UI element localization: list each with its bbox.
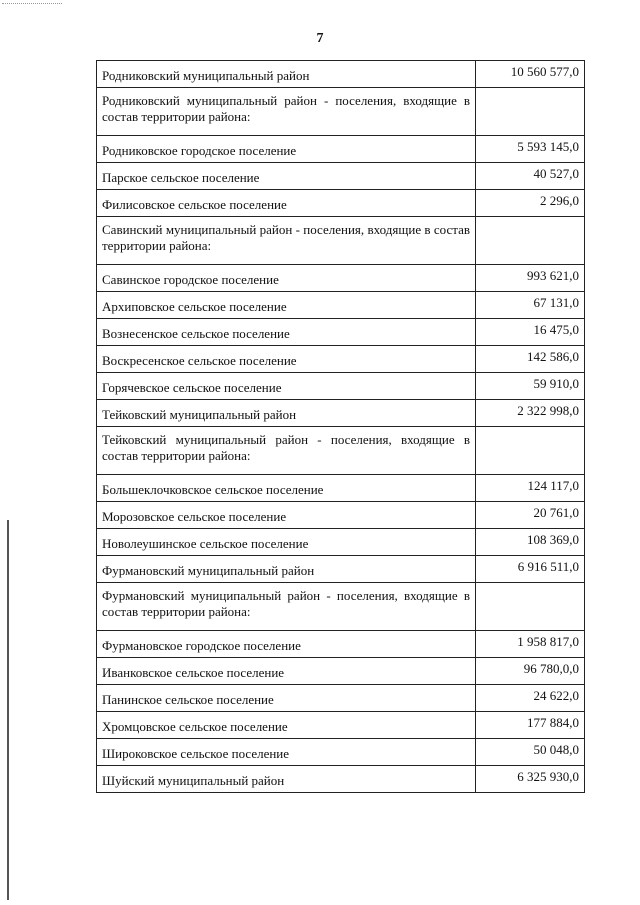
table-row xyxy=(97,502,585,529)
table-row xyxy=(97,163,585,190)
table-row xyxy=(97,292,585,319)
row-value: 67 131,0 xyxy=(476,292,585,319)
row-name: Фурмановское городское поселение xyxy=(97,631,476,658)
table-row xyxy=(97,190,585,217)
table-row xyxy=(97,88,585,136)
row-name: Фурмановский муниципальный район xyxy=(97,556,476,583)
table-row xyxy=(97,61,585,88)
row-name: Иванковское сельское поселение xyxy=(97,658,476,685)
row-value: 177 884,0 xyxy=(476,712,585,739)
table-row xyxy=(97,712,585,739)
row-value: 2 322 998,0 xyxy=(476,400,585,427)
table-row xyxy=(97,136,585,163)
row-value xyxy=(476,583,585,631)
table-row xyxy=(97,631,585,658)
row-name: Родниковское городское поселение xyxy=(97,136,476,163)
row-name: Горячевское сельское поселение xyxy=(97,373,476,400)
row-value: 124 117,0 xyxy=(476,475,585,502)
row-name: Родниковский муниципальный район - поселения, входящие в состав территории района: xyxy=(97,88,476,136)
row-name: Тейковский муниципальный район - поселения, входящие в состав территории района: xyxy=(97,427,476,475)
row-value: 40 527,0 xyxy=(476,163,585,190)
row-name: Савинский муниципальный район - поселения, входящие в состав территории района: xyxy=(97,217,476,265)
row-value: 6 325 930,0 xyxy=(476,766,585,793)
table-row xyxy=(97,400,585,427)
row-value: 6 916 511,0 xyxy=(476,556,585,583)
row-name: Большеклочковское сельское поселение xyxy=(97,475,476,502)
table-row xyxy=(97,658,585,685)
row-value: 1 958 817,0 xyxy=(476,631,585,658)
row-value: 108 369,0 xyxy=(476,529,585,556)
row-name: Тейковский муниципальный район xyxy=(97,400,476,427)
row-value: 993 621,0 xyxy=(476,265,585,292)
table-row xyxy=(97,529,585,556)
row-value: 142 586,0 xyxy=(476,346,585,373)
row-name: Архиповское сельское поселение xyxy=(97,292,476,319)
row-name: Панинское сельское поселение xyxy=(97,685,476,712)
row-value: 50 048,0 xyxy=(476,739,585,766)
row-name: Родниковский муниципальный район xyxy=(97,61,476,88)
row-name: Широковское сельское поселение xyxy=(97,739,476,766)
row-name: Филисовское сельское поселение xyxy=(97,190,476,217)
row-name: Новолеушинское сельское поселение xyxy=(97,529,476,556)
row-value: 10 560 577,0 xyxy=(476,61,585,88)
table-row xyxy=(97,265,585,292)
row-name: Фурмановский муниципальный район - поселения, входящие в состав территории района: xyxy=(97,583,476,631)
row-value xyxy=(476,427,585,475)
table-row xyxy=(97,583,585,631)
row-value: 2 296,0 xyxy=(476,190,585,217)
table-row xyxy=(97,739,585,766)
row-value: 20 761,0 xyxy=(476,502,585,529)
row-value: 16 475,0 xyxy=(476,319,585,346)
scan-corner-mark xyxy=(2,3,62,7)
row-value xyxy=(476,88,585,136)
row-name: Хромцовское сельское поселение xyxy=(97,712,476,739)
row-value xyxy=(476,217,585,265)
table-row xyxy=(97,685,585,712)
scan-margin-line xyxy=(7,520,9,900)
budget-allocation-table xyxy=(96,60,585,793)
row-value: 24 622,0 xyxy=(476,685,585,712)
row-name: Воскресенское сельское поселение xyxy=(97,346,476,373)
table-row xyxy=(97,217,585,265)
row-value: 59 910,0 xyxy=(476,373,585,400)
page-number: 7 xyxy=(316,31,324,46)
row-name: Шуйский муниципальный район xyxy=(97,766,476,793)
table-row xyxy=(97,319,585,346)
row-name: Парское сельское поселение xyxy=(97,163,476,190)
table-row xyxy=(97,766,585,793)
row-value: 5 593 145,0 xyxy=(476,136,585,163)
table-row xyxy=(97,346,585,373)
row-value: 96 780,0,0 xyxy=(476,658,585,685)
table-row xyxy=(97,373,585,400)
table-row xyxy=(97,427,585,475)
table-row xyxy=(97,475,585,502)
row-name: Морозовское сельское поселение xyxy=(97,502,476,529)
row-name: Вознесенское сельское поселение xyxy=(97,319,476,346)
table-row xyxy=(97,556,585,583)
row-name: Савинское городское поселение xyxy=(97,265,476,292)
